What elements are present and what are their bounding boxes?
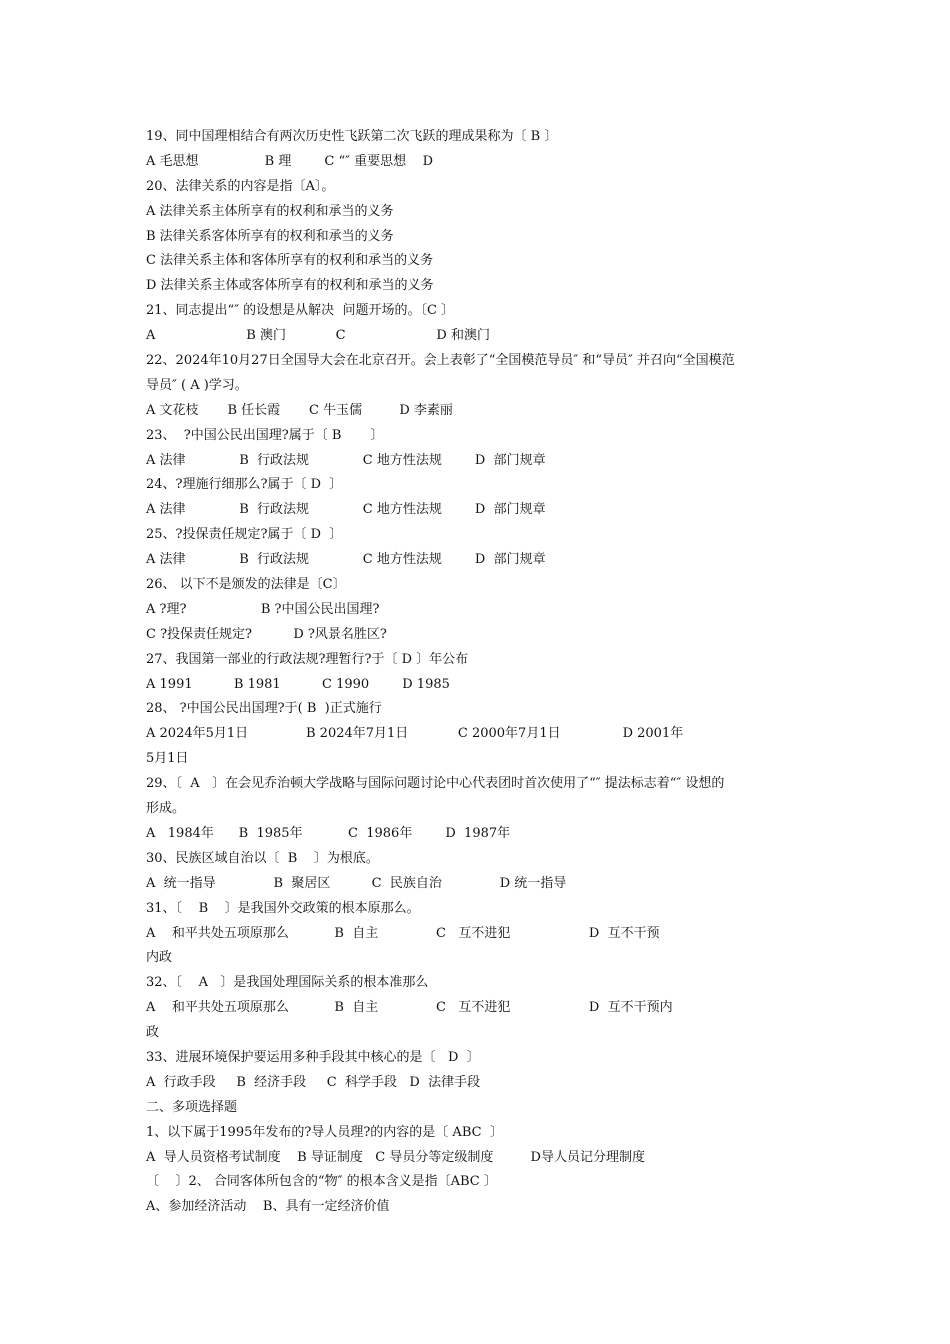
- q22-question: 22、2024年10月27日全国导大会在北京召开。会上表彰了“全国模范导员″ 和“导员″ 并召向“全国模范: [146, 353, 735, 369]
- q19-question: 19、同中国理相结合有两次历史性飞跃第二次飞跃的理成果称为〔 B 〕: [146, 129, 558, 144]
- q23-options: A 法律 B 行政法规 C 地方性法规 D 部门规章: [146, 452, 546, 468]
- q22-question-cont: 导员″ ( A )学习。: [146, 377, 248, 393]
- q29-question: 29、〔 A 〕在会见乔治顿大学战略与国际问题讨论中心代表团时首次使用了“″ 提法标志着“″ 设想的: [146, 776, 725, 792]
- q31-question: 31、〔 B 〕是我国外交政策的根本原那么。: [146, 900, 420, 916]
- q19-options: A 毛思想 B 理 C “″ 重要思想 D: [146, 153, 434, 169]
- q28-options: A 2024年5月1日 B 2024年7月1日 C 2000年7月1日 D 2001年: [146, 726, 684, 742]
- q20-question: 20、法律关系的内容是指〔A〕。: [146, 178, 335, 194]
- document-body: [146, 125, 810, 1220]
- q25-options: A 法律 B 行政法规 C 地方性法规 D 部门规章: [146, 552, 546, 568]
- q31-options-cont: 内政: [146, 950, 173, 966]
- q27-options: A 1991 B 1981 C 1990 D 1985: [146, 676, 450, 692]
- q29-options: A 1984年 B 1985年 C 1986年 D 1987年: [146, 825, 511, 841]
- q20-option-b: B 法律关系客体所享有的权利和承当的义务: [146, 228, 394, 244]
- q27-question: 27、我国第一部业的行政法规?理暂行?于〔 D 〕年公布: [146, 651, 469, 667]
- q20-option-a: A 法律关系主体所享有的权利和承当的义务: [146, 203, 394, 219]
- q31-options: A 和平共处五项原那么 B 自主 C 互不进犯 D 互不干预: [146, 925, 660, 941]
- q30-question: 30、民族区域自治以〔 B 〕为根底。: [146, 850, 379, 866]
- q26-options-ab: A ?理? B ?中国公民出国理?: [146, 601, 380, 617]
- mc1-options: A 导人员资格考试制度 B 导证制度 C 导员分等定级制度 D导人员记分理制度: [146, 1149, 645, 1165]
- q33-options: A 行政手段 B 经济手段 C 科学手段 D 法律手段: [146, 1074, 481, 1090]
- q24-options: A 法律 B 行政法规 C 地方性法规 D 部门规章: [146, 502, 546, 518]
- q28-question: 28、 ?中国公民出国理?于( B )正式施行: [146, 701, 382, 717]
- q25-question: 25、?投保责任规定?属于〔 D 〕: [146, 527, 343, 543]
- q20-option-c: C 法律关系主体和客体所享有的权利和承当的义务: [146, 253, 434, 269]
- q32-options-cont: 政: [146, 1025, 160, 1041]
- mc2-question: 〔 〕2、 合同客体所包含的“物″ 的根本含义是指〔ABC 〕: [146, 1174, 497, 1190]
- q20-option-d: D 法律关系主体或客体所享有的权利和承当的义务: [146, 278, 434, 294]
- q32-options: A 和平共处五项原那么 B 自主 C 互不进犯 D 互不干预内: [146, 1000, 673, 1016]
- q21-question: 21、同志提出“″ 的设想是从解决 问题开场的。〔C 〕: [146, 303, 455, 319]
- q26-options-cd: C ?投保责任规定? D ?风景名胜区?: [146, 626, 387, 642]
- q21-options: A B 澳门 C D 和澳门: [146, 328, 490, 344]
- mc2-options: A、参加经济活动 B、具有一定经济价值: [146, 1199, 390, 1215]
- mc1-question: 1、以下属于1995年发布的?导人员理?的内容的是〔 ABC 〕: [146, 1124, 503, 1140]
- q28-options-cont: 5月1日: [146, 751, 189, 767]
- q30-options: A 统一指导 B 聚居区 C 民族自治 D 统一指导: [146, 875, 567, 891]
- q33-question: 33、进展环境保护要运用多种手段其中核心的是〔 D 〕: [146, 1049, 480, 1065]
- q24-question: 24、?理施行细那么?属于〔 D 〕: [146, 477, 343, 493]
- section-heading-multiple-choice: 二、多项选择题: [146, 1099, 238, 1115]
- q22-options: A 文花枝 B 任长霞 C 牛玉儒 D 李素丽: [146, 402, 453, 418]
- q32-question: 32、〔 A 〕是我国处理国际关系的根本准那么: [146, 975, 429, 991]
- q23-question: 23、 ?中国公民出国理?属于〔 B 〕: [146, 427, 384, 443]
- q29-question-cont: 形成。: [146, 801, 186, 817]
- q26-question: 26、 以下不是颁发的法律是〔C〕: [146, 577, 346, 593]
